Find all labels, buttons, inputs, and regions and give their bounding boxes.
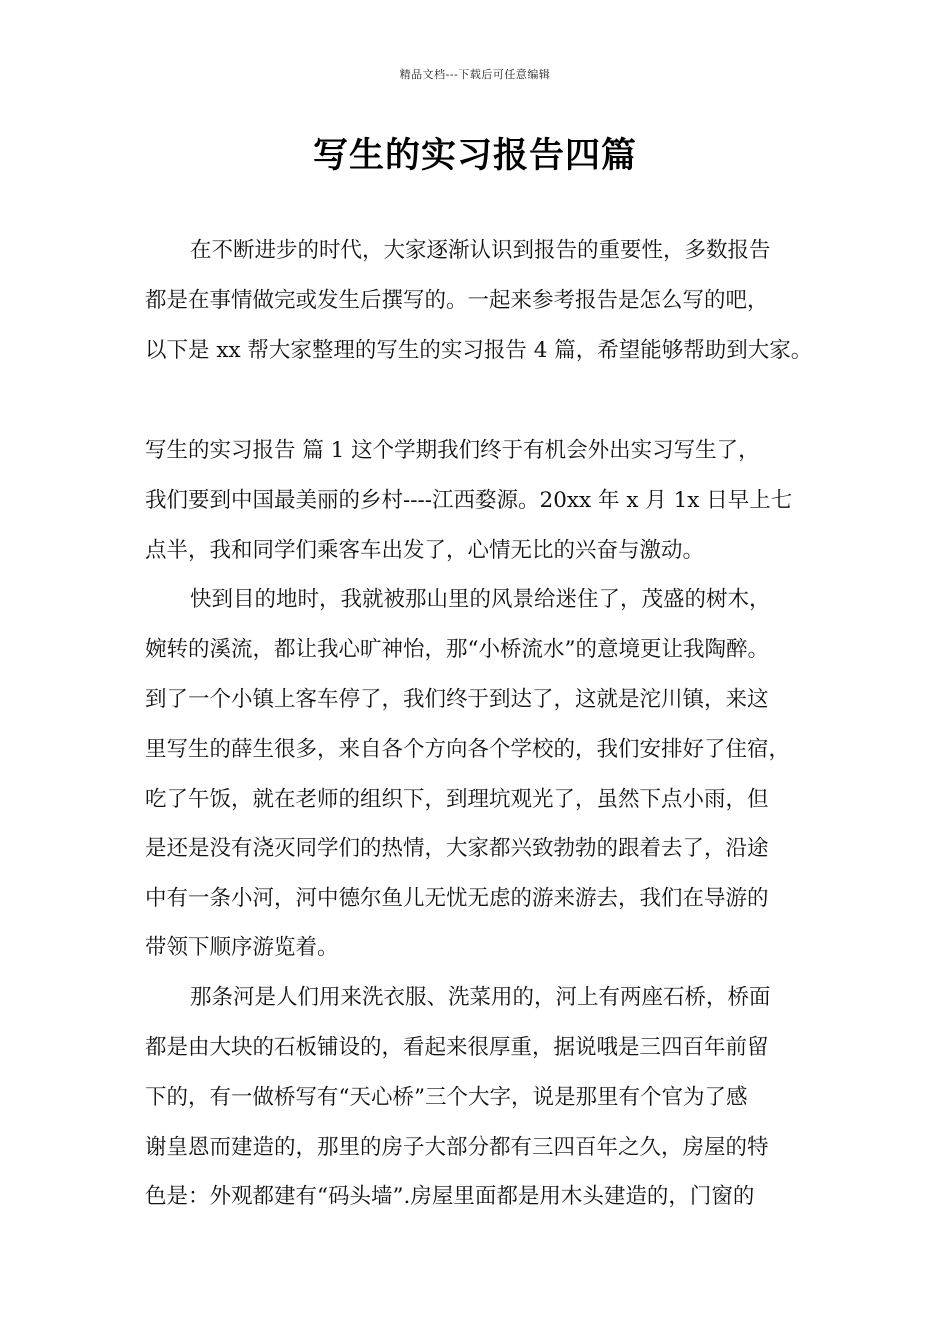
- intro-line: 以下是 xx 帮大家整理的写生的实习报告 4 篇，希望能够帮助到大家。: [145, 338, 813, 363]
- body-line: 快到目的地时，我就被那山里的风景给迷住了，茂盛的树木，: [190, 587, 771, 612]
- body-line: 中有一条小河，河中德尔鱼儿无忧无虑的游来游去，我们在导游的: [145, 886, 769, 911]
- section-heading-line: 写生的实习报告 篇 1 这个学期我们终于有机会外出实习写生了，: [145, 438, 760, 463]
- intro-line: 都是在事情做完或发生后撰写的。一起来参考报告是怎么写的吧，: [145, 288, 769, 313]
- body-line: 里写生的薛生很多，来自各个方向各个学校的，我们安排好了住宿，: [145, 737, 791, 762]
- body-line: 色是：外观都建有“码头墙”.房屋里面都是用木头建造的，门窗的: [145, 1184, 755, 1209]
- intro-line: 在不断进步的时代，大家逐渐认识到报告的重要性，多数报告: [190, 238, 771, 263]
- body-line: 带领下顺序游览着。: [145, 935, 339, 960]
- header-note: 精品文档---下载后可任意编辑: [399, 68, 551, 81]
- body-line: 我们要到中国最美丽的乡村----江西婺源。20xx 年 x 月 1x 日早上七: [145, 488, 793, 513]
- body-line: 是还是没有浇灭同学们的热情，大家都兴致勃勃的跟着去了，沿途: [145, 836, 769, 861]
- body-line: 吃了午饭，就在老师的组织下，到理坑观光了，虽然下点小雨，但: [145, 787, 769, 812]
- body-line: 都是由大块的石板铺设的，看起来很厚重，据说哦是三四百年前留: [145, 1035, 769, 1060]
- body-line: 点半，我和同学们乘客车出发了，心情无比的兴奋与激动。: [145, 538, 705, 563]
- body-line: 到了一个小镇上客车停了，我们终于到达了，这就是沱川镇，来这: [145, 687, 769, 712]
- body-line: 那条河是人们用来洗衣服、洗菜用的，河上有两座石桥，桥面: [190, 985, 771, 1010]
- body-line: 谢皇恩而建造的，那里的房子大部分都有三四百年之久，房屋的特: [145, 1135, 769, 1160]
- page-title: 写生的实习报告四篇: [312, 135, 637, 176]
- body-line: 婉转的溪流，都让我心旷神怡，那“小桥流水”的意境更让我陶醉。: [145, 637, 769, 662]
- body-line: 下的，有一做桥写有“天心桥”三个大字，说是那里有个官为了感: [145, 1085, 748, 1110]
